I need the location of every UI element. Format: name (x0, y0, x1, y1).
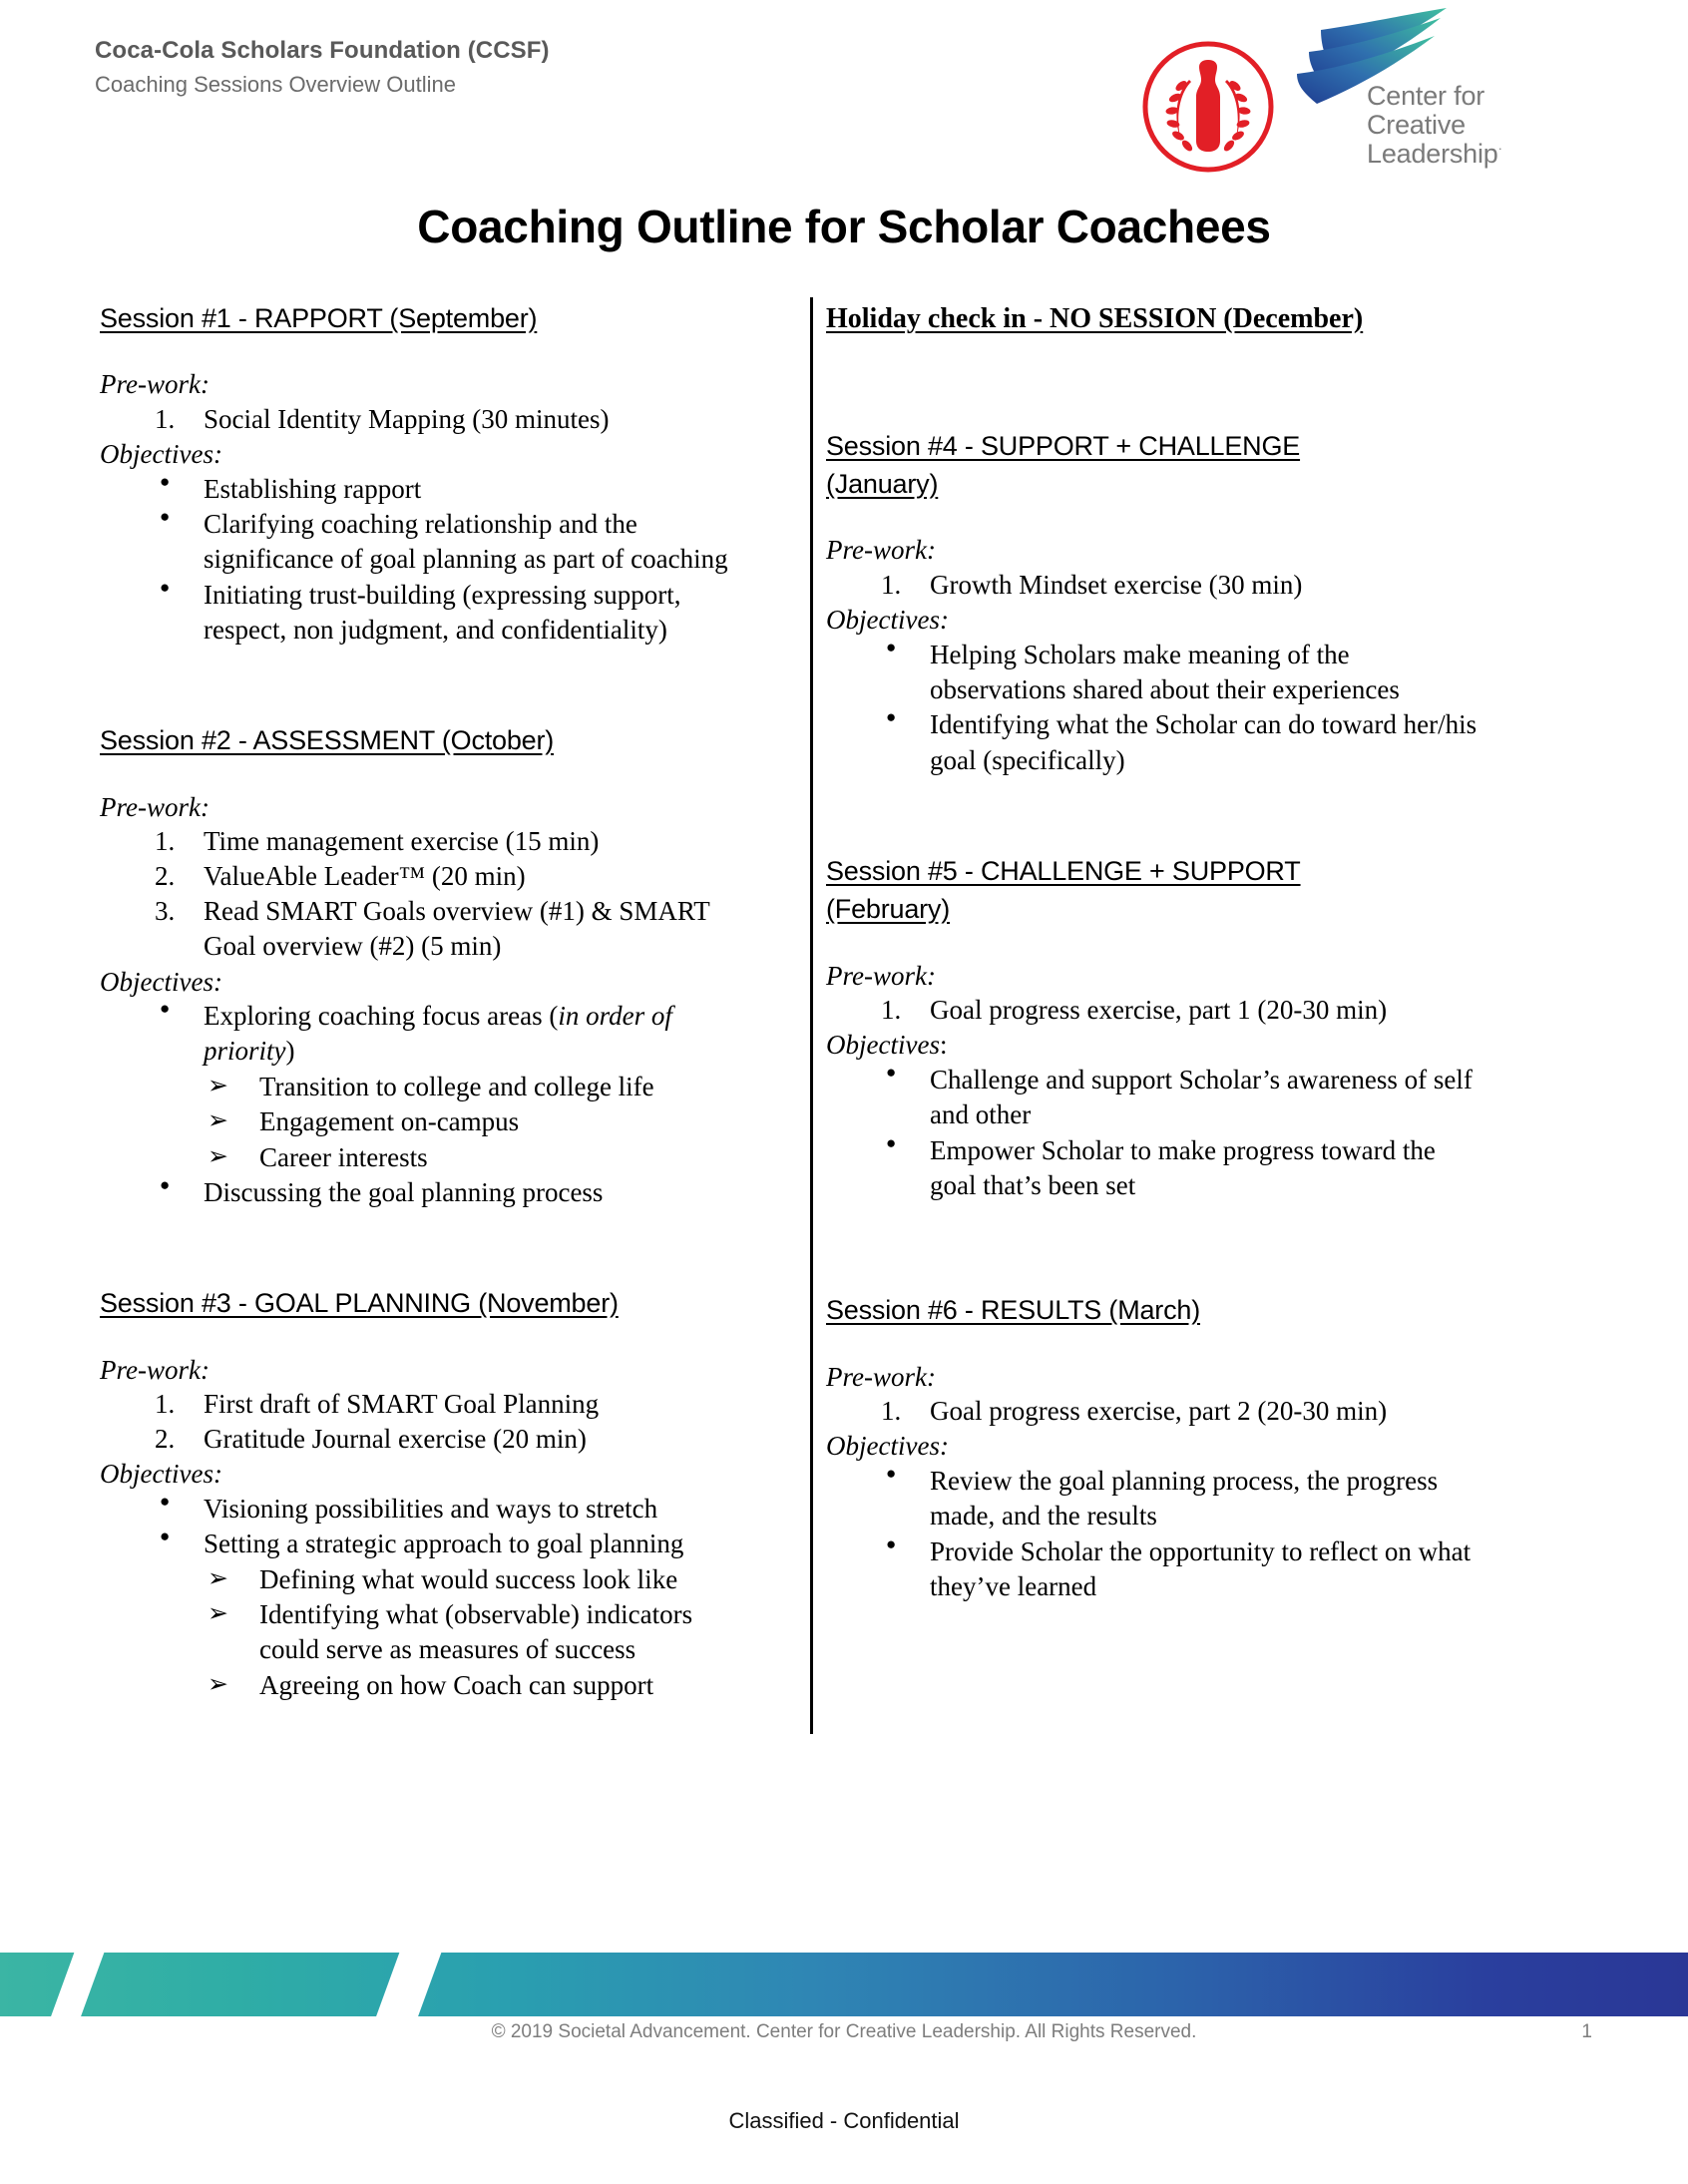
session-2-objectives-list (100, 999, 758, 1070)
list-item: ● Setting a strategic approach to goal planning (100, 1527, 758, 1561)
list-text: Social Identity Mapping (30 minutes) (204, 403, 610, 434)
spacer (826, 1203, 1484, 1277)
session-3-sub-list (100, 1562, 758, 1703)
ccl-wordmark (1367, 82, 1502, 169)
page-title: Coaching Outline for Scholar Coachees (417, 201, 1271, 252)
section-session-2 (100, 721, 758, 1210)
list-number: 1. (881, 1396, 902, 1427)
session-5-objectives-label: Objectives: (826, 1030, 948, 1061)
list-item (100, 402, 758, 437)
list-item: ➢ Transition to college and college life (100, 1070, 758, 1104)
session-4-objectives-label: Objectives: (826, 605, 949, 636)
session-5-prework-label: Pre-work: (826, 960, 936, 991)
list-item: ● Challenge and support Scholar’s awareness of self and other (826, 1063, 1484, 1133)
list-item (100, 859, 758, 894)
session-1-prework-label: Pre-work: (100, 369, 210, 400)
session-5-heading-line2: (February) (826, 894, 951, 925)
list-item: ➢ Agreeing on how Coach can support (100, 1668, 758, 1703)
list-item (100, 1387, 758, 1422)
list-item: ● Review the goal planning process, the progress made, and the results (826, 1464, 1484, 1534)
list-number: 1. (881, 995, 902, 1026)
section-session-3 (100, 1284, 758, 1703)
session-5-heading: Session #5 - CHALLENGE + SUPPORT (826, 856, 1301, 887)
spacer (826, 413, 1484, 427)
list-text: Growth Mindset exercise (30 min) (930, 569, 1303, 600)
section-session-6 (826, 1291, 1484, 1604)
session-6-objectives-label: Objectives: (826, 1431, 949, 1462)
session-3-objectives-label: Objectives: (100, 1459, 222, 1490)
list-item: ➢ Engagement on-campus (100, 1104, 758, 1139)
footer-gradient-band (0, 1953, 1688, 2016)
list-number: 1. (155, 1389, 176, 1420)
section-session-5 (826, 852, 1484, 1203)
session-2-heading: Session #2 - ASSESSMENT (October) (100, 725, 555, 756)
objective-text-italic: in order of priority (204, 1001, 672, 1067)
spacer (100, 648, 758, 721)
document-header (0, 0, 1688, 196)
list-number: 1. (155, 826, 176, 857)
spacer (826, 1330, 1484, 1360)
session-1-heading: Session #1 - RAPPORT (September) (100, 303, 538, 333)
session-1-objectives-label: Objectives: (100, 438, 222, 469)
list-text: Time management exercise (15 min) (204, 826, 600, 857)
footer-slash-1 (44, 1953, 110, 2016)
list-text: First draft of SMART Goal Planning (204, 1389, 600, 1420)
session-1-prework-list (100, 402, 758, 437)
session-2-prework-label: Pre-work: (100, 791, 210, 822)
registered-mark: · (1497, 141, 1502, 157)
header-text-block (95, 36, 550, 100)
session-6-prework-list (826, 1394, 1484, 1429)
session-1-objectives-list (100, 472, 758, 649)
footer-page-number: 1 (1581, 2021, 1592, 2042)
spacer (100, 760, 758, 790)
list-item: ● Clarifying coaching relationship and the significance of goal planning as part of coaching (100, 507, 758, 578)
list-text: Goal progress exercise, part 2 (20-30 min) (930, 1396, 1388, 1427)
session-6-heading: Session #6 - RESULTS (March) (826, 1295, 1201, 1326)
list-item: ● Provide Scholar the opportunity to reflect on what they’ve learned (826, 1534, 1484, 1605)
session-3-heading: Session #3 - GOAL PLANNING (November) (100, 1288, 619, 1319)
classification-label: Classified - Confidential (728, 2108, 960, 2133)
logo-lockup (1137, 6, 1576, 186)
session-5-prework-list (826, 993, 1484, 1028)
spacer (100, 1210, 758, 1284)
ccl-wordmark-line2: Creative (1367, 110, 1466, 141)
holiday-heading: Holiday check in - NO SESSION (December) (826, 303, 1364, 334)
spacer (826, 1277, 1484, 1291)
spacer (826, 778, 1484, 852)
list-item (100, 1422, 758, 1457)
list-item: ● Visioning possibilities and ways to stretch (100, 1492, 758, 1527)
session-2-sub-list (100, 1070, 758, 1175)
list-number: 2. (155, 1424, 176, 1455)
organization-name: Coca-Cola Scholars Foundation (CCSF) (95, 37, 550, 64)
document-subtitle: Coaching Sessions Overview Outline (95, 72, 456, 97)
list-number: 3. (155, 896, 176, 927)
list-number: 2. (155, 861, 176, 892)
footer-slash-2 (369, 1953, 447, 2016)
coca-cola-scholars-badge-icon (1137, 36, 1279, 178)
session-2-objectives-label: Objectives: (100, 966, 222, 997)
session-3-prework-list (100, 1387, 758, 1457)
list-text: Goal progress exercise, part 1 (20-30 min) (930, 995, 1388, 1026)
right-column (826, 299, 1484, 1604)
list-item: ● Empower Scholar to make progress toward the goal that’s been set (826, 1133, 1484, 1204)
ccl-wordmark-line1: Center for (1367, 81, 1485, 111)
footer-copyright: © 2019 Societal Advancement. Center for Creative Leadership. All Rights Reserved. (491, 2021, 1197, 2042)
list-text: Read SMART Goals overview (#1) & SMART Goal overview (#2) (5 min) (204, 896, 710, 962)
spacer (826, 929, 1484, 959)
list-item: ➢ Identifying what (observable) indicators could serve as measures of success (100, 1597, 758, 1668)
session-2-objectives-list-2 (100, 1175, 758, 1210)
spacer (826, 339, 1484, 413)
session-6-prework-label: Pre-work: (826, 1361, 936, 1392)
session-4-heading: Session #4 - SUPPORT + CHALLENGE (826, 430, 1301, 461)
spacer (100, 337, 758, 367)
list-item (100, 824, 758, 859)
spacer (100, 1323, 758, 1353)
list-item: ● Initiating trust-building (expressing support, respect, non judgment, and confidentiality) (100, 578, 758, 649)
list-item (100, 894, 758, 964)
list-item: ➢ Career interests (100, 1140, 758, 1175)
section-holiday-check-in (826, 299, 1484, 339)
list-item: ● Helping Scholars make meaning of the observations shared about their experiences (826, 638, 1484, 708)
left-column (100, 299, 758, 1703)
session-4-objectives-list (826, 638, 1484, 778)
session-4-prework-label: Pre-work: (826, 535, 936, 566)
list-item: ● Discussing the goal planning process (100, 1175, 758, 1210)
list-item: ➢ Defining what would success look like (100, 1562, 758, 1597)
session-3-prework-label: Pre-work: (100, 1354, 210, 1385)
session-4-heading-line2: (January) (826, 469, 939, 500)
list-text: ValueAble Leader™ (20 min) (204, 861, 526, 892)
objective-text-a: Exploring coaching focus areas ( (204, 1001, 559, 1032)
list-number: 1. (155, 403, 176, 434)
list-item (826, 568, 1484, 603)
session-4-prework-list (826, 568, 1484, 603)
list-item (826, 993, 1484, 1028)
session-3-objectives-list (100, 1492, 758, 1562)
list-item (826, 1394, 1484, 1429)
list-item (100, 999, 758, 1070)
section-session-1 (100, 299, 758, 648)
session-5-objectives-list (826, 1063, 1484, 1203)
list-item: ● Establishing rapport (100, 472, 758, 507)
objective-text-b: ) (285, 1036, 295, 1067)
list-item: ● Identifying what the Scholar can do toward her/his goal (specifically) (826, 707, 1484, 778)
ccl-wordmark-line3: Leadership· (1367, 139, 1502, 170)
list-text: Gratitude Journal exercise (20 min) (204, 1424, 587, 1455)
session-6-objectives-list (826, 1464, 1484, 1604)
session-2-prework-list (100, 824, 758, 964)
column-divider (810, 297, 813, 1734)
list-number: 1. (881, 569, 902, 600)
section-session-4 (826, 427, 1484, 778)
spacer (826, 503, 1484, 533)
